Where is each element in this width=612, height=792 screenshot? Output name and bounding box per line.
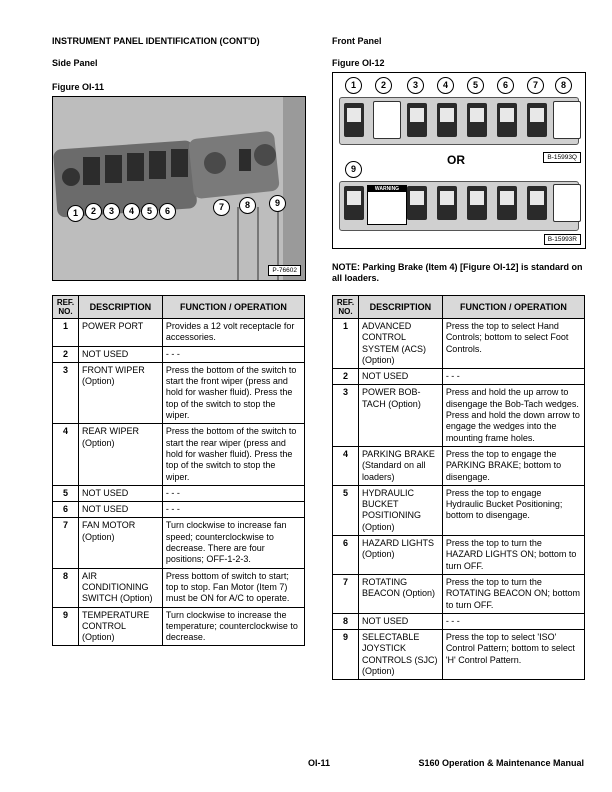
ref-no: 2 — [53, 346, 79, 362]
hazard-lights-switch — [497, 103, 517, 137]
bob-tach-switch-alt — [407, 186, 427, 220]
table-row — [333, 319, 585, 369]
description: NOT USED — [78, 346, 162, 362]
function: Turn clockwise to increase the temperature; counterclockwise to decrease. — [162, 607, 304, 646]
description: ADVANCED CONTROL SYSTEM (ACS) (Option) — [358, 319, 442, 369]
header-description: DESCRIPTION — [78, 296, 162, 319]
ref-no: 5 — [53, 485, 79, 501]
ref-no: 8 — [333, 613, 359, 629]
table-row — [333, 369, 585, 385]
parking-brake-note: NOTE: Parking Brake (Item 4) [Figure OI-12] is standard on all loaders. — [332, 262, 583, 283]
front-panel-table — [332, 295, 585, 680]
ref-no: 9 — [53, 607, 79, 646]
ref-no: 2 — [333, 369, 359, 385]
side-panel-figure — [52, 96, 306, 281]
ref-no: 7 — [53, 518, 79, 568]
blank-switch-alt — [553, 184, 581, 222]
description: FAN MOTOR (Option) — [78, 518, 162, 568]
function: Press the top to turn the ROTATING BEACON ON; bottom to turn OFF. — [442, 574, 584, 613]
section-title: INSTRUMENT PANEL IDENTIFICATION (CONT'D) — [52, 36, 260, 46]
callout-3: 3 — [103, 203, 120, 220]
header-function: FUNCTION / OPERATION — [162, 296, 304, 319]
front-callout-9: 9 — [345, 161, 362, 178]
ref-no: 1 — [333, 319, 359, 369]
ref-no: 4 — [333, 446, 359, 485]
function: - - - — [162, 346, 304, 362]
front-callout-1: 1 — [345, 77, 362, 94]
table-row — [53, 346, 305, 362]
front-callout-7: 7 — [527, 77, 544, 94]
description: REAR WIPER (Option) — [78, 424, 162, 485]
warning-label: WARNING — [368, 186, 406, 192]
bob-tach-switch — [407, 103, 427, 137]
ref-no: 3 — [53, 362, 79, 423]
function: - - - — [162, 502, 304, 518]
front-callout-8: 8 — [555, 77, 572, 94]
table-row — [53, 518, 305, 568]
sjc-switch — [344, 186, 364, 220]
warning-decal — [367, 185, 407, 225]
table-row — [333, 613, 585, 629]
table-row — [53, 319, 305, 347]
ref-no: 1 — [53, 319, 79, 347]
front-callout-3: 3 — [407, 77, 424, 94]
or-label: OR — [447, 153, 465, 167]
callout-7: 7 — [213, 199, 230, 216]
table-row — [53, 424, 305, 485]
table-header-row — [53, 296, 305, 319]
description: TEMPERATURE CONTROL (Option) — [78, 607, 162, 646]
table-row — [333, 630, 585, 680]
blank-switch-2 — [373, 101, 401, 139]
side-panel-subtitle: Side Panel — [52, 58, 98, 68]
side-panel-table — [52, 295, 305, 646]
description: POWER PORT — [78, 319, 162, 347]
parking-brake-switch-alt — [437, 186, 457, 220]
table-row — [333, 574, 585, 613]
parking-brake-switch — [437, 103, 457, 137]
beacon-switch — [527, 103, 547, 137]
description: NOT USED — [358, 369, 442, 385]
description: ROTATING BEACON (Option) — [358, 574, 442, 613]
description: SELECTABLE JOYSTICK CONTROLS (SJC) (Option) — [358, 630, 442, 680]
function: - - - — [442, 369, 584, 385]
front-callout-6: 6 — [497, 77, 514, 94]
figure-oi-12-label: Figure OI-12 — [332, 58, 385, 68]
description: NOT USED — [78, 502, 162, 518]
function: - - - — [162, 485, 304, 501]
page-number: OI-11 — [308, 758, 331, 768]
description: NOT USED — [78, 485, 162, 501]
header-function: FUNCTION / OPERATION — [442, 296, 584, 319]
description: NOT USED — [358, 613, 442, 629]
table-row — [333, 385, 585, 446]
function: Provides a 12 volt receptacle for accessories. — [162, 319, 304, 347]
callout-4: 4 — [123, 203, 140, 220]
callout-9: 9 — [269, 195, 286, 212]
description: HAZARD LIGHTS (Option) — [358, 536, 442, 575]
ref-no: 8 — [53, 568, 79, 607]
function: Press bottom of switch to start; top to stop. Fan Motor (Item 7) must be ON for A/C to operate. — [162, 568, 304, 607]
hazard-lights-switch-alt — [497, 186, 517, 220]
ref-no: 6 — [53, 502, 79, 518]
ref-no: 3 — [333, 385, 359, 446]
front-callout-4: 4 — [437, 77, 454, 94]
side-panel-photo — [53, 97, 305, 280]
function: Press the top to select 'ISO' Control Pattern; bottom to select 'H' Control Pattern. — [442, 630, 584, 680]
bucket-positioning-switch-alt — [467, 186, 487, 220]
function: Press the top to select Hand Controls; bottom to select Foot Controls. — [442, 319, 584, 369]
function: Press the top to engage Hydraulic Bucket Positioning; bottom to disengage. — [442, 485, 584, 535]
callout-6: 6 — [159, 203, 176, 220]
manual-title: S160 Operation & Maintenance Manual — [418, 758, 584, 768]
function: - - - — [442, 613, 584, 629]
callout-2: 2 — [85, 203, 102, 220]
table-row — [333, 485, 585, 535]
acs-switch — [344, 103, 364, 137]
front-panel-subtitle: Front Panel — [332, 36, 382, 46]
function: Press the bottom of the switch to start the front wiper (press and hold for washer fluid). Press the top of the switch to stop the wiper. — [162, 362, 304, 423]
blank-switch-8 — [553, 101, 581, 139]
table-row — [53, 607, 305, 646]
bucket-positioning-switch — [467, 103, 487, 137]
table-row — [53, 568, 305, 607]
function: Press the top to engage the PARKING BRAKE; bottom to disengage. — [442, 446, 584, 485]
description: POWER BOB-TACH (Option) — [358, 385, 442, 446]
header-description: DESCRIPTION — [358, 296, 442, 319]
figure-code-top: B-15993Q — [543, 152, 581, 163]
function: Press and hold the up arrow to disengage the Bob-Tach wedges. Press and hold the down arrow to engage the wedges into the mounting frame holes. — [442, 385, 584, 446]
table-row — [53, 502, 305, 518]
figure-oi-11-label: Figure OI-11 — [52, 82, 105, 92]
header-ref-no: REF. NO. — [53, 296, 79, 319]
front-callout-5: 5 — [467, 77, 484, 94]
description: FRONT WIPER (Option) — [78, 362, 162, 423]
header-ref-no: REF. NO. — [333, 296, 359, 319]
table-row — [53, 485, 305, 501]
ref-no: 5 — [333, 485, 359, 535]
description: AIR CONDITIONING SWITCH (Option) — [78, 568, 162, 607]
ref-no: 7 — [333, 574, 359, 613]
callout-5: 5 — [141, 203, 158, 220]
function: Press the bottom of the switch to start the rear wiper (press and hold for washer fluid). Press the top of the switch to stop the wiper. — [162, 424, 304, 485]
description: PARKING BRAKE (Standard on all loaders) — [358, 446, 442, 485]
callout-1: 1 — [67, 205, 84, 222]
description: HYDRAULIC BUCKET POSITIONING (Option) — [358, 485, 442, 535]
front-callout-2: 2 — [375, 77, 392, 94]
front-panel-figure — [332, 72, 586, 249]
figure-code-bottom: B-15993R — [544, 234, 581, 245]
table-row — [333, 536, 585, 575]
figure-code: P-76602 — [268, 265, 301, 276]
ref-no: 9 — [333, 630, 359, 680]
ref-no: 4 — [53, 424, 79, 485]
ref-no: 6 — [333, 536, 359, 575]
callout-8: 8 — [239, 197, 256, 214]
beacon-switch-alt — [527, 186, 547, 220]
table-row — [53, 362, 305, 423]
table-header-row — [333, 296, 585, 319]
table-row — [333, 446, 585, 485]
function: Turn clockwise to increase fan speed; counterclockwise to decrease. There are four positions; OFF-1-2-3. — [162, 518, 304, 568]
function: Press the top to turn the HAZARD LIGHTS ON; bottom to turn OFF. — [442, 536, 584, 575]
